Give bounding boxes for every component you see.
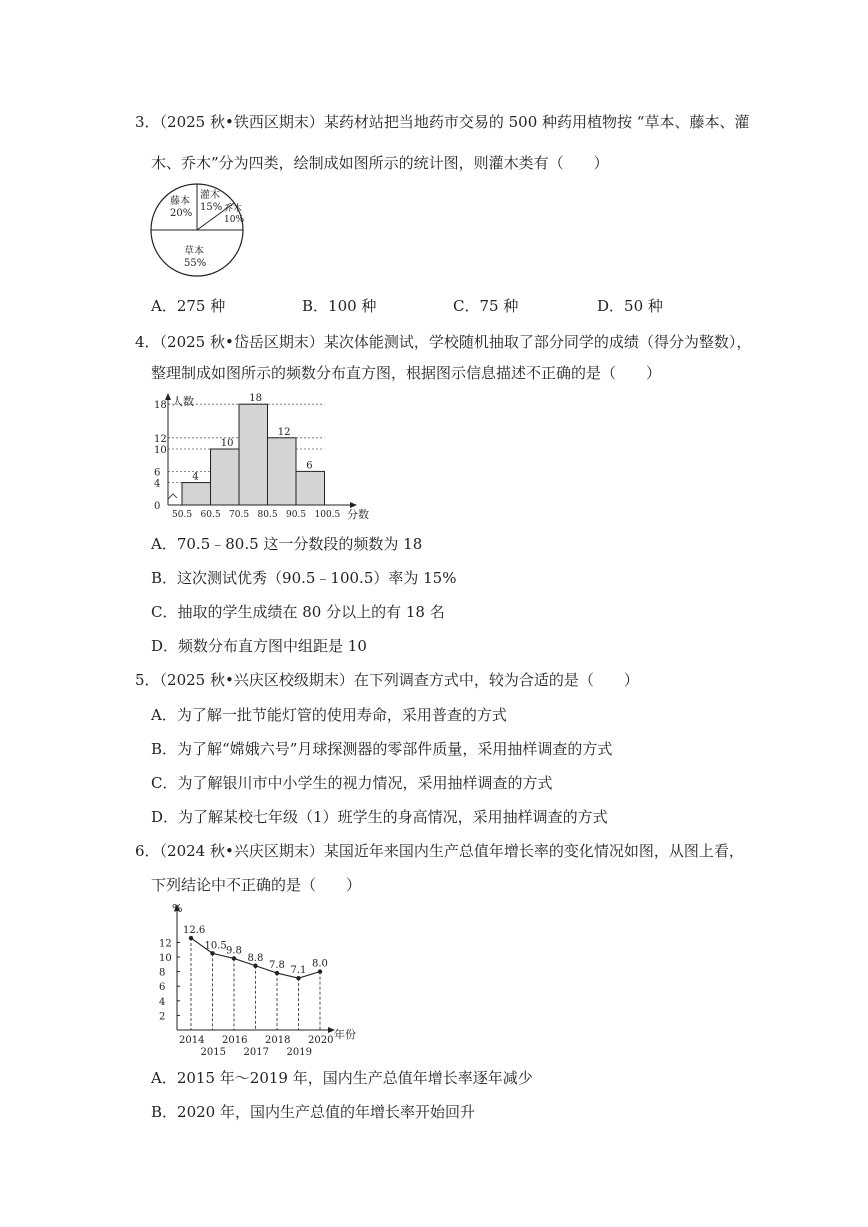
line-ytick-label: 10 (159, 953, 172, 964)
line-xtick-label: 2019 (286, 1047, 312, 1058)
q5-option-b[interactable]: B．为了解“嫦娥六号”月球探测器的零部件质量，采用抽样调查的方式 (151, 740, 613, 758)
hist-xlabel: 分数 (347, 508, 369, 521)
hist-ytick-label: 18 (154, 400, 167, 412)
q6-stem-line1: 6．（2024 秋•兴庆区期末）某国近年来国内生产总值年增长率的变化情况如图，从图上看， (135, 842, 744, 860)
hist-xtick-label: 50.5 (172, 510, 193, 520)
q4-stem-line2: 整理制成如图所示的频数分布直方图，根据图示信息描述不正确的是（ ） (151, 364, 662, 382)
hist-data-label: 4 (192, 471, 199, 483)
q4-option-c[interactable]: C．抽取的学生成绩在 80 分以上的有 18 名 (151, 603, 445, 621)
line-point (318, 969, 322, 973)
q4-option-d[interactable]: D．频数分布直方图中组距是 10 (151, 637, 367, 655)
hist-bar (239, 404, 268, 505)
line-point (232, 956, 236, 960)
line-xtick-label: 2017 (243, 1047, 269, 1058)
pie-label-tengben: 藤本 (170, 196, 190, 207)
line-point (296, 976, 300, 980)
hist-data-label: 6 (306, 460, 313, 472)
line-xtick-label: 2014 (179, 1035, 205, 1046)
line-data-label: 12.6 (183, 925, 206, 937)
line-ytick-label: 6 (159, 982, 166, 994)
hist-bar (268, 438, 297, 505)
q3-option-a[interactable]: A．275 种 (151, 297, 226, 315)
hist-bar (182, 483, 211, 505)
q6-stem-line2: 下列结论中不正确的是（ ） (151, 876, 362, 894)
hist-xtick-label: 60.5 (200, 510, 221, 520)
q3-option-c[interactable]: C．75 种 (453, 297, 519, 315)
pie-label-caoben: 草本 (184, 246, 204, 257)
q6-line-chart (145, 900, 365, 1060)
pie-pct-tengben: 20% (170, 208, 193, 219)
line-point (210, 951, 214, 955)
hist-y-arrow (165, 393, 171, 400)
line-point (253, 964, 257, 968)
hist-ytick-label: 6 (154, 467, 161, 479)
line-xtick-label: 2016 (222, 1035, 248, 1046)
hist-ytick-label: 4 (154, 478, 161, 490)
q5-option-a[interactable]: A．为了解一批节能灯管的使用寿命，采用普查的方式 (151, 706, 507, 724)
pie-label-guanmu: 灌木 (200, 190, 220, 201)
line-xtick-label: 2015 (200, 1047, 226, 1058)
hist-xtick-label: 100.5 (314, 510, 341, 520)
line-ytick-label: 4 (159, 996, 166, 1008)
line-ytick-label: 12 (159, 938, 172, 950)
hist-xtick-label: 70.5 (229, 510, 250, 520)
line-xtick-label: 2018 (265, 1035, 291, 1046)
pie-pct-caoben: 55% (184, 258, 207, 269)
line-xlabel: 年份 (334, 1028, 356, 1041)
line-data-label: 10.5 (204, 940, 227, 952)
line-point (275, 971, 279, 975)
pie-pct-guanmu: 15% (200, 202, 223, 213)
line-ylabel: % (172, 902, 183, 915)
hist-xtick-label: 90.5 (286, 510, 307, 520)
line-ytick-label: 2 (159, 1011, 166, 1023)
q4-stem-line1: 4．（2025 秋•岱岳区期末）某次体能测试，学校随机抽取了部分同学的成绩（得分为整数）， (135, 333, 752, 351)
line-ytick-label: 8 (159, 967, 166, 979)
line-data-label: 9.8 (226, 945, 242, 957)
q6-option-b[interactable]: B．2020 年，国内生产总值的年增长率开始回升 (151, 1103, 475, 1121)
hist-data-label: 18 (249, 393, 262, 405)
q4-option-a[interactable]: A．70.5﹣80.5 这一分数段的频数为 18 (151, 535, 423, 553)
pie-label-qiaomu: 乔木 (224, 204, 243, 214)
hist-bar (296, 471, 325, 505)
q4-histogram (148, 393, 388, 523)
line-data-label: 7.1 (290, 965, 307, 977)
q3-option-d[interactable]: D．50 种 (597, 297, 663, 315)
q4-option-b[interactable]: B．这次测试优秀（90.5﹣100.5）率为 15% (151, 569, 457, 587)
hist-ytick-label: 12 (154, 433, 167, 445)
hist-bar (211, 449, 240, 505)
hist-ytick-label: 10 (154, 445, 167, 456)
q5-option-d[interactable]: D．为了解某校七年级（1）班学生的身高情况，采用抽样调查的方式 (151, 808, 608, 826)
hist-data-label: 12 (277, 426, 291, 438)
hist-axis-break (168, 494, 177, 499)
q5-option-c[interactable]: C．为了解银川市中小学生的视力情况，采用抽样调查的方式 (151, 774, 553, 792)
hist-data-label: 10 (220, 438, 234, 449)
line-data-label: 8.0 (312, 958, 328, 970)
q3-pie-chart (148, 178, 258, 288)
q5-stem-line1: 5．（2025 秋•兴庆区校级期末）在下列调查方式中，较为合适的是（ ） (135, 671, 639, 689)
line-point (189, 936, 193, 940)
line-data-label: 8.8 (247, 952, 264, 964)
q3-stem-line2: 木、乔木”分为四类，绘制成如图所示的统计图，则灌木类有（ ） (151, 154, 609, 172)
hist-xtick-label: 80.5 (257, 510, 278, 520)
hist-ytick-label: 0 (154, 501, 161, 512)
q3-option-b[interactable]: B．100 种 (302, 297, 377, 315)
line-data-label: 7.8 (269, 960, 285, 972)
q3-stem-line1: 3．（2025 秋•铁西区期末）某药材站把当地药市交易的 500 种药用植物按 “草本、藤本、灌 (135, 113, 750, 131)
hist-ylabel: 人数 (172, 395, 194, 408)
q6-option-a[interactable]: A．2015 年～2019 年，国内生产总值年增长率逐年减少 (151, 1069, 533, 1087)
line-xtick-label: 2020 (308, 1035, 334, 1046)
pie-pct-qiaomu: 10% (224, 215, 245, 225)
